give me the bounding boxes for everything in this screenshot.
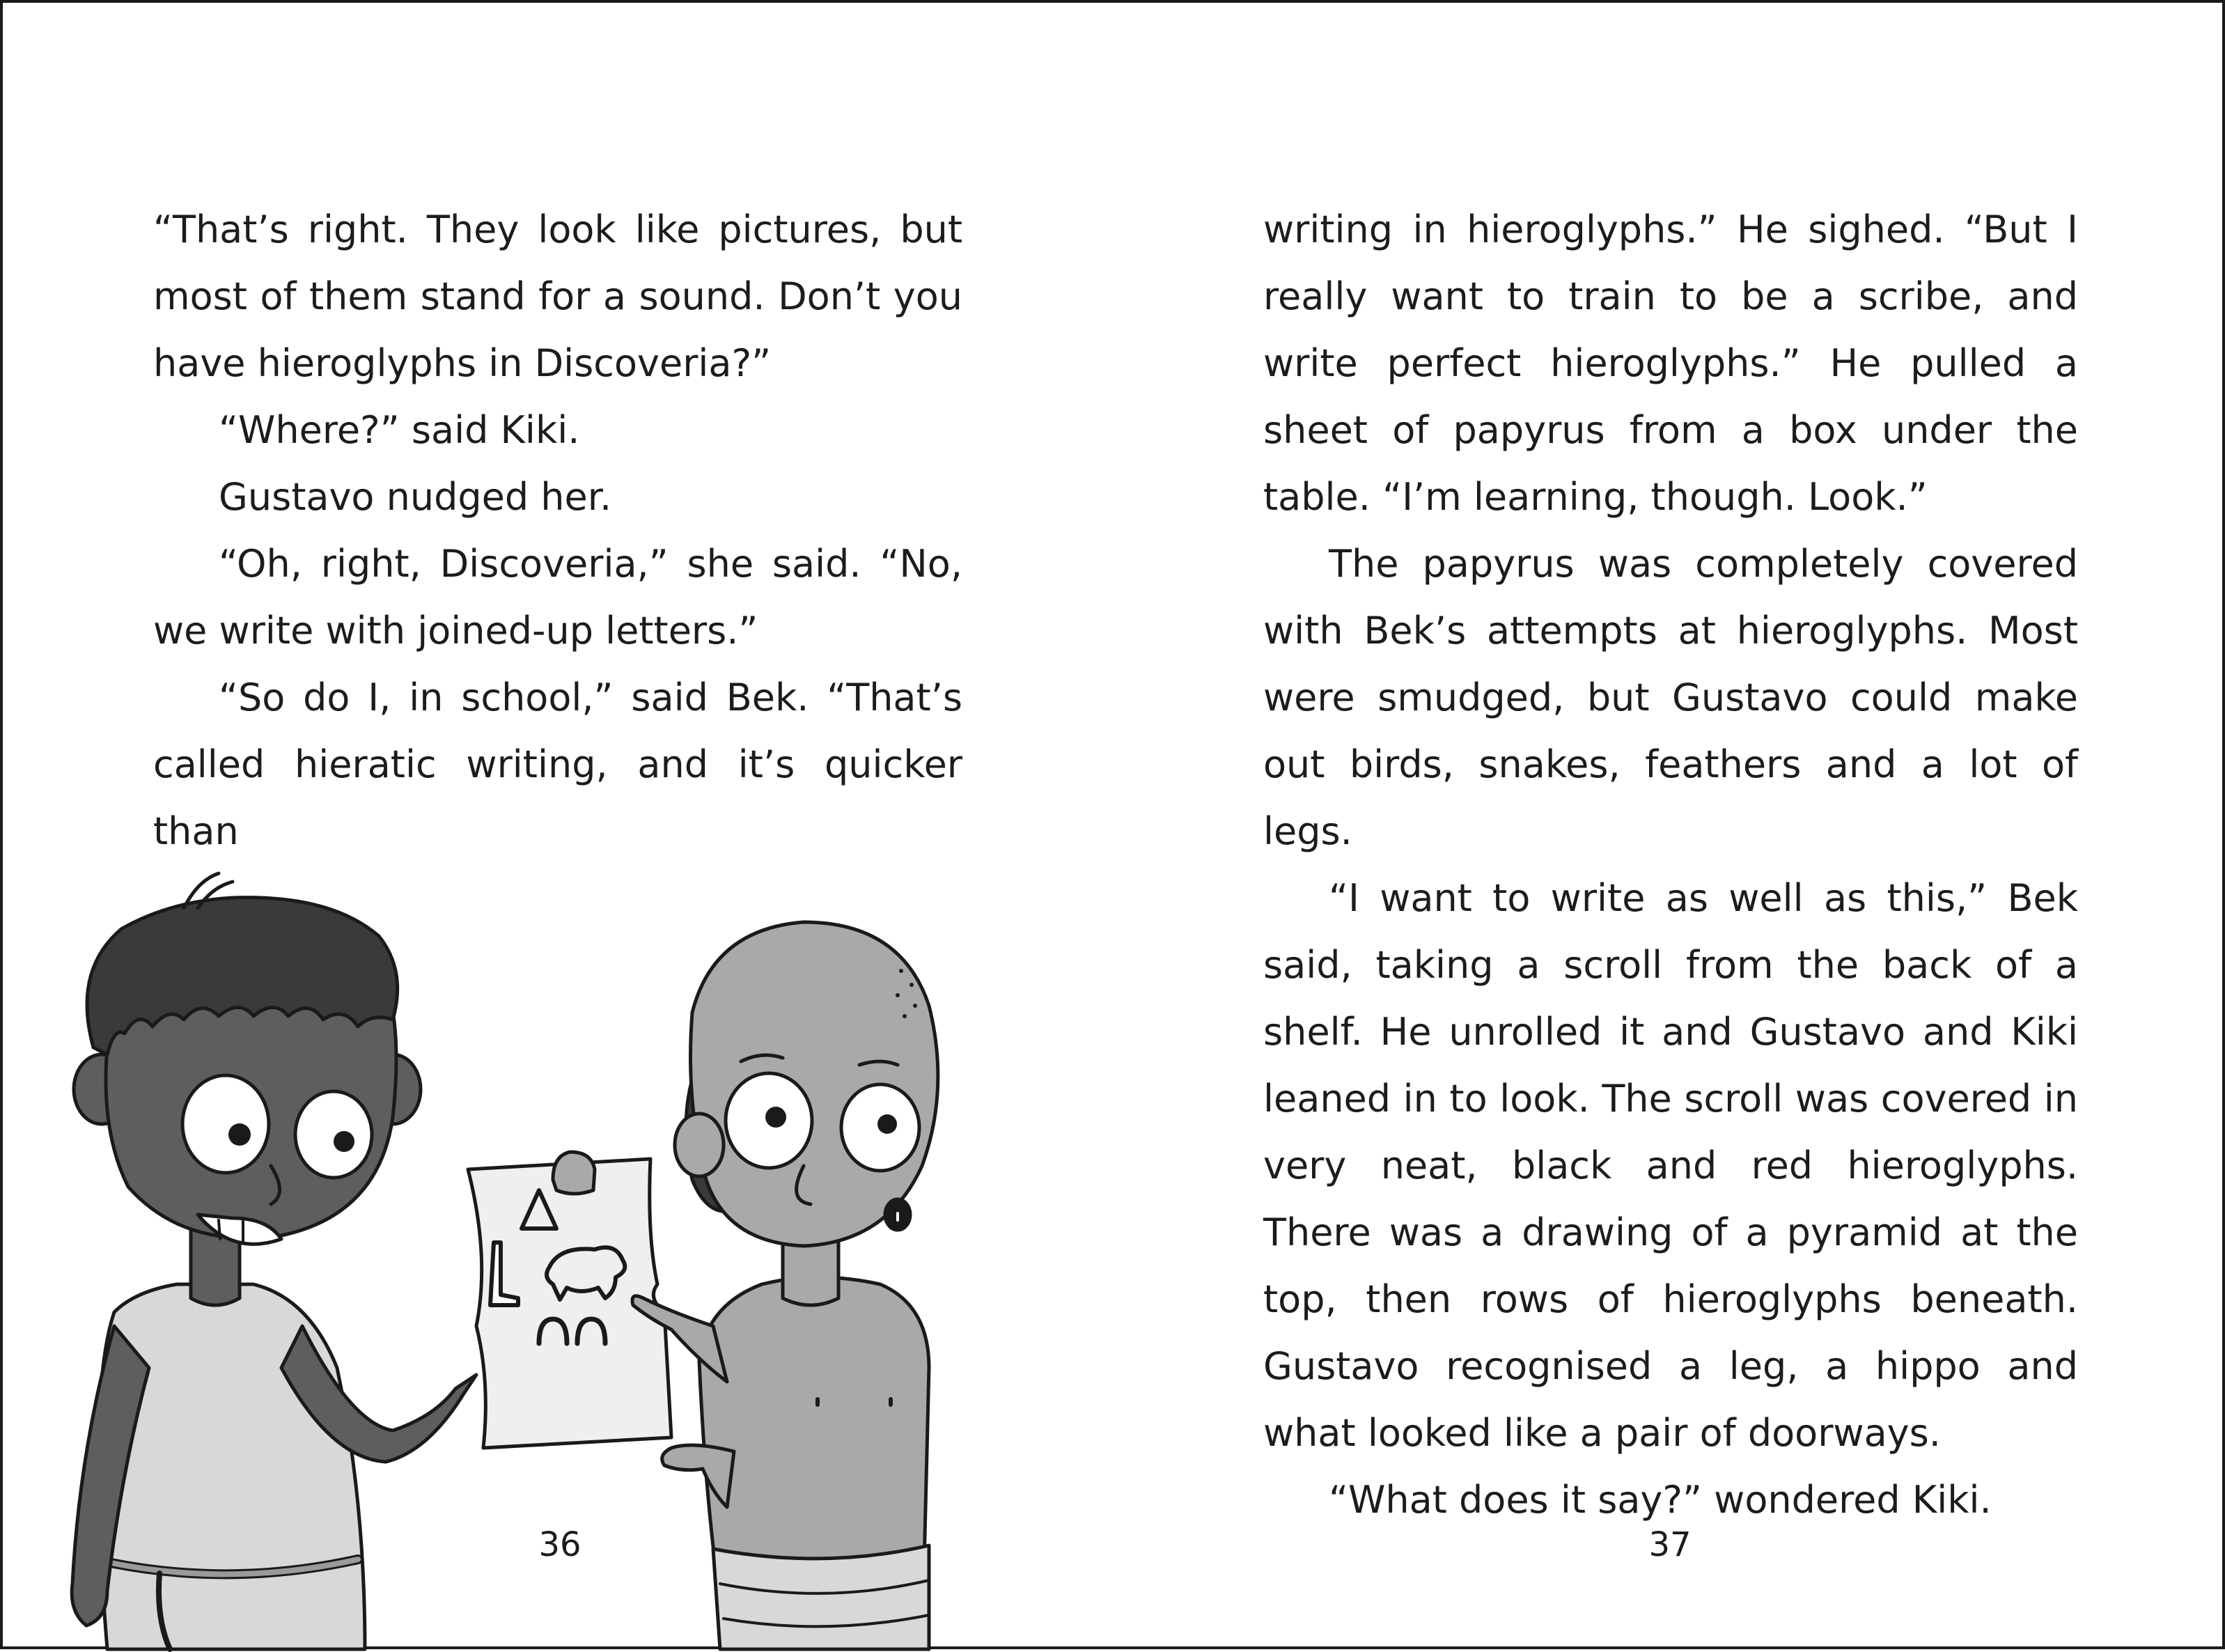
paragraph: “What does it say?” wondered Kiki.: [1329, 1478, 1992, 1522]
right-page-text: [1263, 196, 2078, 1534]
left-boy: [72, 873, 476, 1649]
page-number-left: 36: [538, 1525, 581, 1564]
page-number-right: 37: [1648, 1525, 1692, 1564]
paragraph: “Where?” said Kiki.: [219, 408, 580, 452]
paragraph: Gustavo nudged her.: [219, 475, 612, 519]
paragraph: “That’s right. They look like pictures, but most of them stand for a sound. Don’t you have hieroglyphs in Discoveria?”: [153, 208, 962, 385]
paragraph: The papyrus was completely covered with Bek’s attempts at hieroglyphs. Most were smudged, but Gustavo could make out birds, snakes, feathers and a lot of legs.: [1263, 542, 2078, 853]
paragraph: writing in hieroglyphs.” He sighed. “But I really want to train to be a scribe, and write perfect hieroglyphs.” He pulled a sheet of papyrus from a box under the table. “I’m learning, though. Look.”: [1263, 208, 2078, 519]
paragraph: “So do I, in school,” said Bek. “That’s called hieratic writing, and it’s quicker than: [153, 676, 962, 853]
illustration-boys-with-papyrus: [3, 3, 1047, 1652]
paragraph: “I want to write as well as this,” Bek said, taking a scroll from the back of a shelf. He unrolled it and Gustavo and Kiki leaned in to look. The scroll was covered in very neat, black and red hieroglyphs. There was a drawing of a pyramid at the top, then rows of hieroglyphs beneath. Gustavo recognised a leg, a hippo and what looked like a pair of doorways.: [1263, 876, 2078, 1455]
paragraph: “Oh, right, Discoveria,” she said. “No, we write with joined-up letters.”: [153, 542, 962, 653]
